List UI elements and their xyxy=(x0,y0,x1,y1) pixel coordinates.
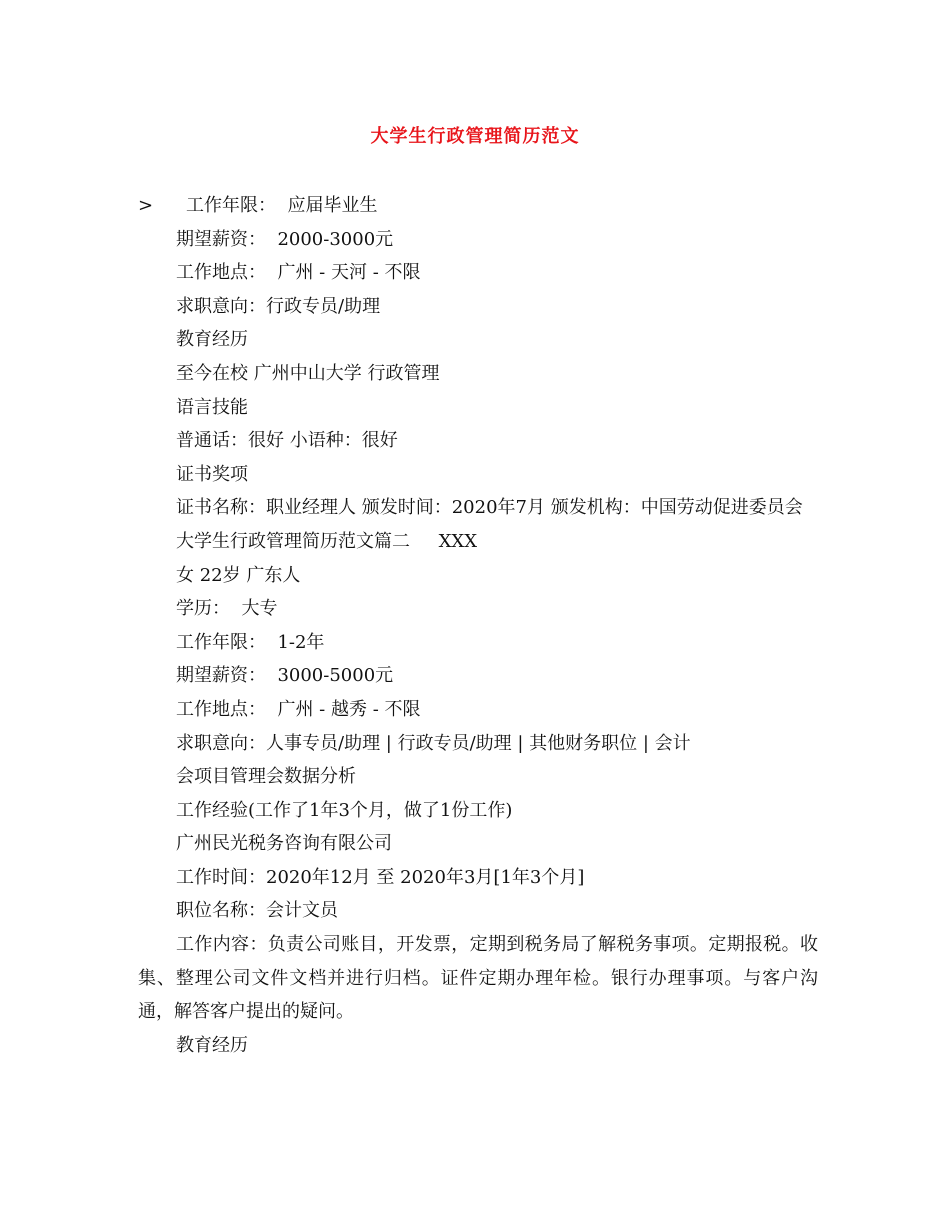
education-heading-2: 教育经历 xyxy=(176,1034,248,1056)
list-item xyxy=(138,189,818,223)
personal-info-line: 女 22岁 广东人 xyxy=(176,564,301,586)
position-title-line: 职位名称：会计文员 xyxy=(176,900,338,922)
document-title: 大学生行政管理简历范文 xyxy=(370,126,580,147)
job-description: 工作内容：负责公司账目，开发票，定期到税务局了解税务事项。定期报税。收集、整理公司文件文档并进行归档。证件定期办理年检。银行办理事项。与客户沟通，解答客户提出的疑问。 xyxy=(138,934,818,1023)
expected-salary-line: 期望薪资： 2000-3000元 xyxy=(176,228,394,250)
education-entry: 至今在校 广州中山大学 行政管理 xyxy=(176,362,440,384)
company-name: 广州民光税务咨询有限公司 xyxy=(176,833,392,855)
section-two-title: 大学生行政管理简历范文篇二 XXX xyxy=(176,530,478,552)
work-experience-heading: 工作经验(工作了1年3个月，做了1份工作) xyxy=(176,799,513,821)
language-skills-heading: 语言技能 xyxy=(176,396,248,418)
certificate-entry: 证书名称：职业经理人 颁发时间：2020年7月 颁发机构：中国劳动促进委员会 xyxy=(176,497,803,519)
bullet-arrow-icon: > xyxy=(138,195,154,216)
skills-line: 会项目管理会数据分析 xyxy=(176,766,356,788)
job-intention-line: 求职意向：行政专员/助理 xyxy=(176,295,381,317)
expected-salary-line-2: 期望薪资： 3000-5000元 xyxy=(176,665,394,687)
language-skills-entry: 普通话：很好 小语种：很好 xyxy=(176,430,398,452)
work-years-line-2: 工作年限： 1-2年 xyxy=(176,631,325,653)
certificates-heading: 证书奖项 xyxy=(176,463,248,485)
work-period-line: 工作时间：2020年12月 至 2020年3月[1年3个月] xyxy=(176,866,585,888)
document-body xyxy=(138,189,818,1062)
work-years-line: 工作年限： 应届毕业生 xyxy=(186,195,378,216)
job-intention-line-2: 求职意向：人事专员/助理 | 行政专员/助理 | 其他财务职位 | 会计 xyxy=(176,732,691,754)
work-location-line: 工作地点： 广州 - 天河 - 不限 xyxy=(176,262,421,284)
education-heading: 教育经历 xyxy=(176,329,248,351)
work-location-line-2: 工作地点： 广州 - 越秀 - 不限 xyxy=(176,698,421,720)
degree-line: 学历： 大专 xyxy=(176,598,278,620)
